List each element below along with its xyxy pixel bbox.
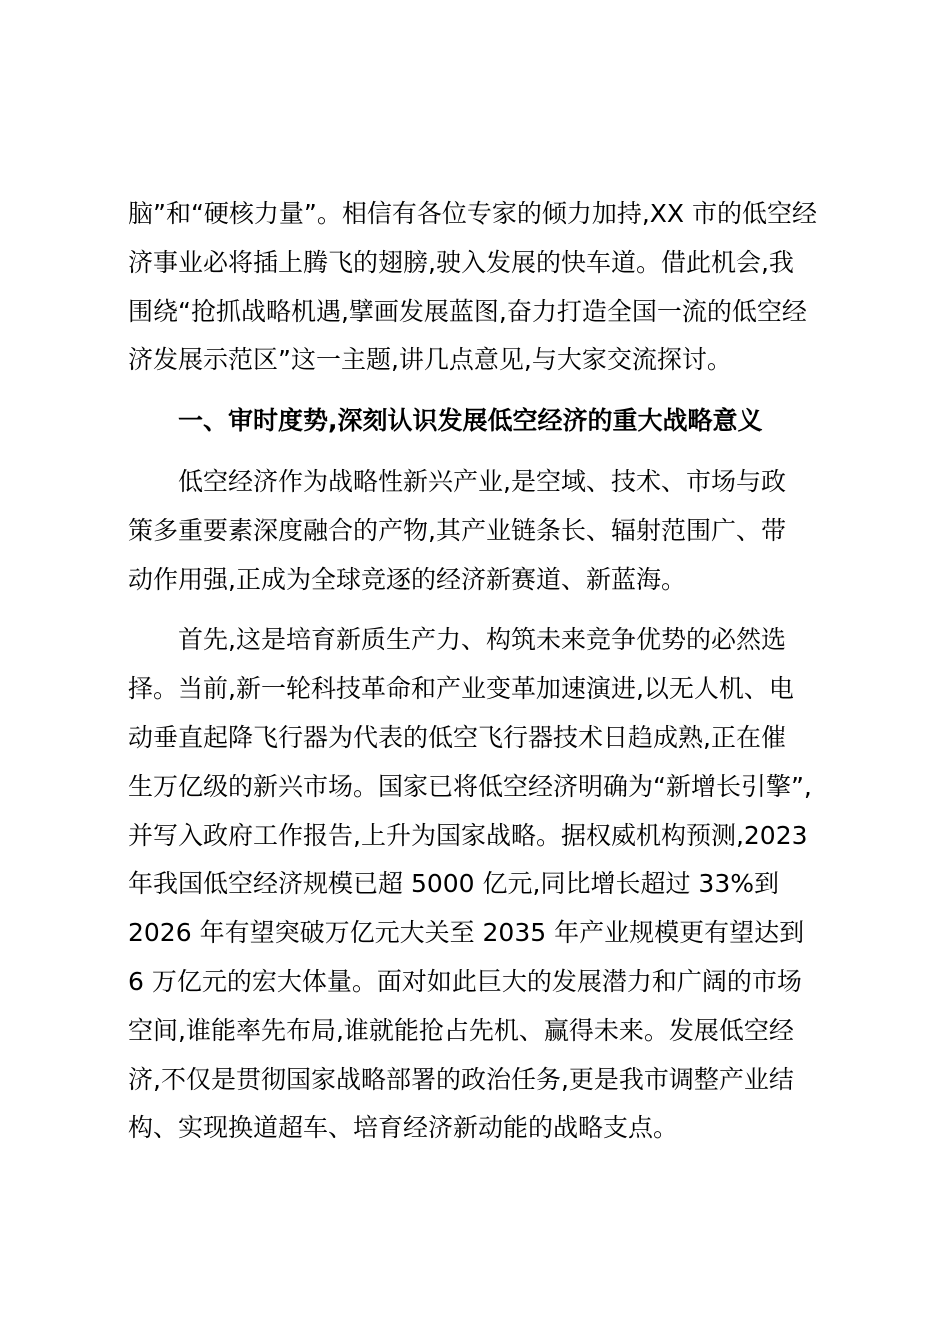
- section-heading: 一、审时度势,深刻认识发展低空经济的重大战略意义: [178, 406, 763, 436]
- document-body: [128, 190, 828, 1153]
- text-line: 动作用强,正成为全球竞逐的经济新赛道、新蓝海。: [128, 564, 686, 594]
- text-line: 脑”和“硬核力量”。相信有各位专家的倾力加持,XX 市的低空经: [128, 199, 818, 228]
- text-line: 择。当前,新一轮科技革命和产业变革加速演进,以无人机、电: [128, 674, 794, 704]
- paragraph-low-altitude-overview: [128, 458, 828, 604]
- text-line: 策多重要素深度融合的产物,其产业链条长、辐射范围广、带: [128, 515, 786, 545]
- paragraph-intro-continuation: [128, 190, 828, 385]
- text-line: 济发展示范区”这一主题,讲几点意见,与大家交流探讨。: [128, 345, 732, 375]
- text-line: 低空经济作为战略性新兴产业,是空域、技术、市场与政: [178, 466, 786, 496]
- text-line: 并写入政府工作报告,上升为国家战略。据权威机构预测,2023: [128, 820, 808, 850]
- text-line: 首先,这是培育新质生产力、构筑未来竞争优势的必然选: [178, 625, 786, 655]
- text-line: 年我国低空经济规模已超 5000 亿元,同比增长超过 33%到: [128, 869, 779, 899]
- text-line: 6 万亿元的宏大体量。面对如此巨大的发展潜力和广阔的市场: [128, 966, 802, 996]
- paragraph-first-point: [128, 616, 828, 1153]
- text-line: 构、实现换道超车、培育经济新动能的战略支点。: [128, 1113, 679, 1143]
- text-line: 2026 年有望突破万亿元大关至 2035 年产业规模更有望达到: [128, 918, 805, 948]
- text-line: 济事业必将插上腾飞的翅膀,驶入发展的快车道。借此机会,我: [128, 247, 794, 277]
- text-line: 动垂直起降飞行器为代表的低空飞行器技术日趋成熟,正在催: [128, 722, 786, 752]
- text-line: 生万亿级的新兴市场。国家已将低空经济明确为“新增长引擎”,: [128, 771, 812, 801]
- text-line: 济,不仅是贯彻国家战略部署的政治任务,更是我市调整产业结: [128, 1064, 794, 1094]
- text-line: 空间,谁能率先布局,谁就能抢占先机、赢得未来。发展低空经: [128, 1015, 794, 1045]
- text-line: 围绕“抢抓战略机遇,擘画发展蓝图,奋力打造全国一流的低空经: [128, 296, 807, 326]
